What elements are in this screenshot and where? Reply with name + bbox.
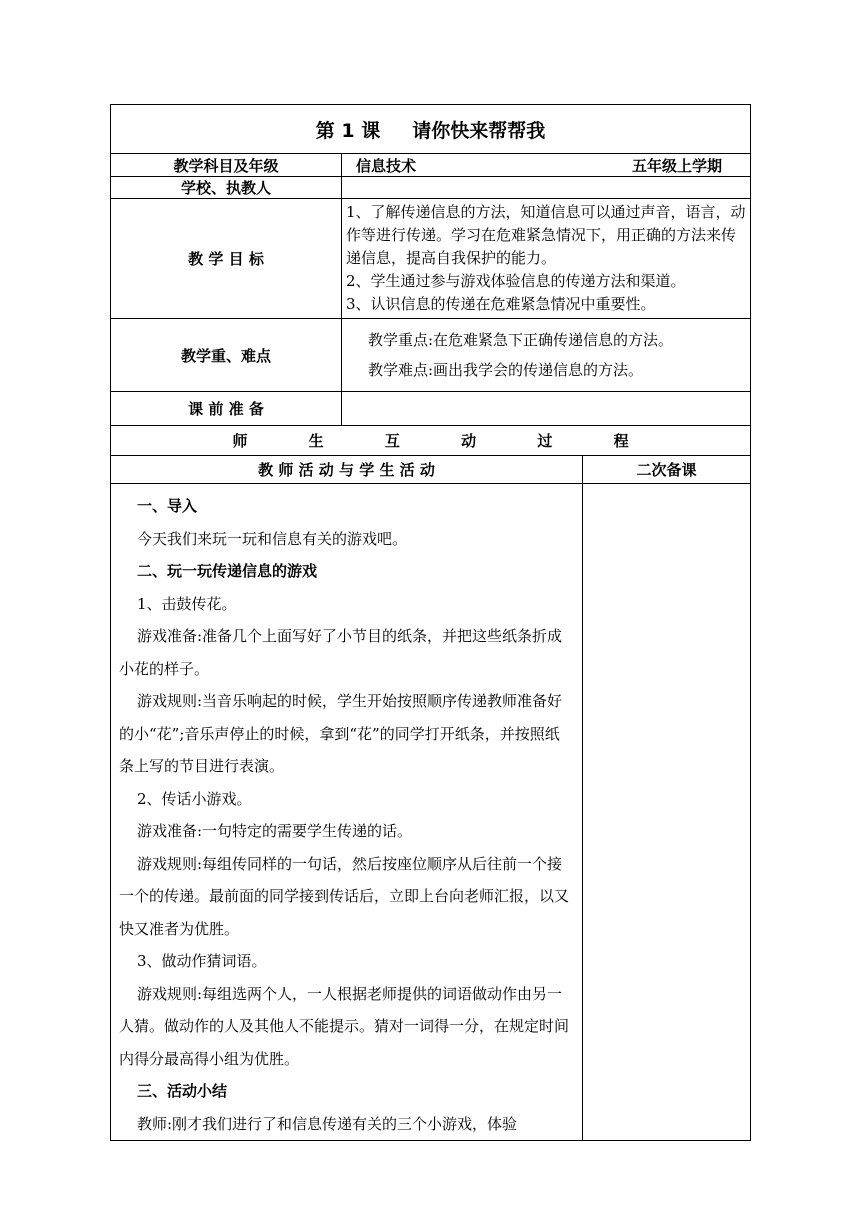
activity-content <box>111 484 583 1141</box>
subject-cell <box>342 154 751 177</box>
process-title: 师 生 互 动 过 程 <box>111 426 751 456</box>
goal-item: 2、学生通过参与游戏体验信息的传递方法和渠道。 <box>346 272 686 290</box>
lesson-title <box>111 105 751 154</box>
paragraph: 游戏规则:每组传同样的一句话，然后按座位顺序从后往前一个接一个的传递。最前面的同学接到传话后，立即上台向老师汇报，以又快又准者为优胜。 <box>119 854 570 938</box>
lesson-name: 请你快来帮帮我 <box>412 119 546 142</box>
subject-value: 信息技术 <box>356 156 417 175</box>
key-label: 教学重、难点 <box>111 319 342 392</box>
paragraph: 3、做动作猜词语。 <box>137 952 267 970</box>
activity-column-header: 教 师 活 动 与 学 生 活 动 <box>111 456 583 484</box>
goal-item: 1、了解传递信息的方法，知道信息可以通过声音，语言，动作等进行传递。学习在危难紧急情况下，用正确的方法来传递信息，提高自我保护的能力。 <box>346 203 746 267</box>
prep-label: 课 前 准 备 <box>111 392 342 426</box>
second-prep-column-header: 二次备课 <box>583 456 751 484</box>
prep-value <box>342 392 751 426</box>
key-cell <box>342 319 751 392</box>
paragraph: 游戏规则:当音乐响起的时候，学生开始按照顺序传递教师准备好的小“花”;音乐声停止的时候，拿到“花”的同学打开纸条，并按照纸条上写的节目进行表演。 <box>119 692 563 775</box>
paragraph: 1、击鼓传花。 <box>137 594 237 613</box>
paragraph: 游戏准备:准备几个上面写好了小节目的纸条，并把这些纸条折成小花的样子。 <box>119 627 563 678</box>
goal-item: 3、认识信息的传递在危难紧急情况中重要性。 <box>346 295 656 313</box>
paragraph: 今天我们来玩一玩和信息有关的游戏吧。 <box>137 529 408 548</box>
term-value: 五年级上学期 <box>632 156 723 175</box>
section-heading: 二、玩一玩传递信息的游戏 <box>137 562 318 580</box>
goals-cell <box>342 199 751 319</box>
paragraph: 2、传话小游戏。 <box>137 789 252 808</box>
paragraph: 教师:刚才我们进行了和信息传递有关的三个小游戏，体验 <box>137 1114 518 1133</box>
lesson-number: 第 1 课 <box>315 119 381 142</box>
school-label: 学校、执教人 <box>111 177 342 199</box>
goals-label: 教 学 目 标 <box>111 199 342 319</box>
paragraph: 游戏准备:一句特定的需要学生传递的话。 <box>137 822 413 840</box>
school-value <box>342 177 751 199</box>
difficult-point: 教学难点:画出我学会的传递信息的方法。 <box>368 361 644 379</box>
paragraph: 游戏规则:每组选两个人，一人根据老师提供的词语做动作由另一人猜。做动作的人及其他人不能提示。猜对一词得一分，在规定时间内得分最高得小组为优胜。 <box>119 984 570 1068</box>
section-heading: 一、导入 <box>137 497 198 515</box>
lesson-plan-table <box>110 104 751 1141</box>
subject-label: 教学科目及年级 <box>111 154 342 177</box>
section-heading: 三、活动小结 <box>137 1082 228 1100</box>
second-prep-content <box>583 484 751 1141</box>
key-point: 教学重点:在危难紧急下正确传递信息的方法。 <box>368 331 674 349</box>
